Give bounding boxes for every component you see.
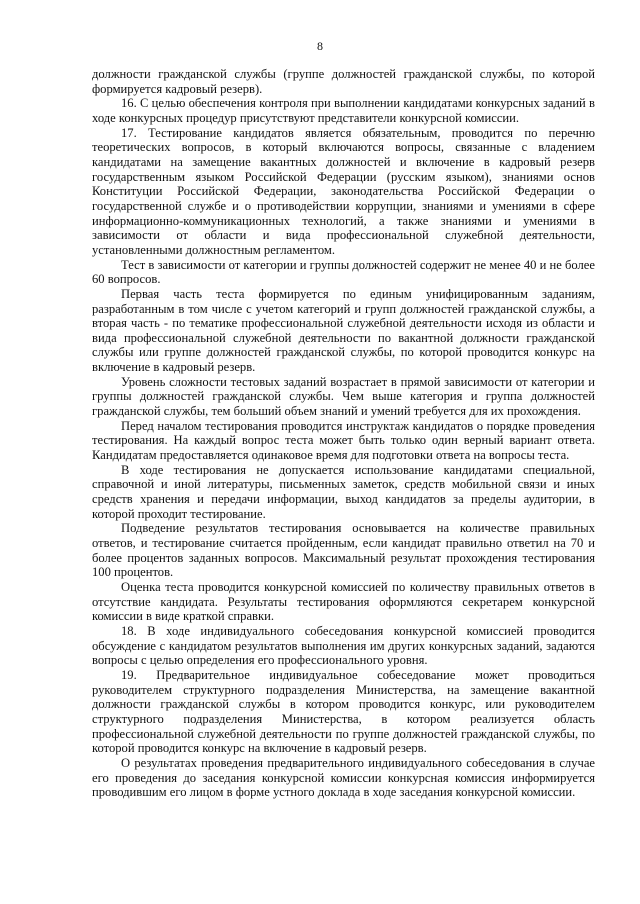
paragraph-test-parts: Первая часть теста формируется по единым унифицированным заданиям, разработанным в том числе с учетом категорий и групп должностей гражданской службы, а вторая часть - по тематике профессиональной служебной деятельности исходя из области и вида профессиональной служебной деятельности по вакантной должности гражданской службы или группе должностей гражданской службы, по которой проводится конкурс на включение в кадровый резерв. <box>92 286 595 375</box>
paragraph-17: 17. Тестирование кандидатов является обязательным, проводится по перечню теоретических вопросов, в который включаются вопросы, связанные с владением кандидатами на замещение вакантных должностей и включение в кадровый резерв государственным языком Российской Федерации (русским языком), знаниями основ Конституции Российской Федерации, законодательства Российской Федерации о государственной службе и о противодействии коррупции, знаниями и умениями в сфере информационно-коммуникационных технологий, а также знаниями и умениями в зависимости от области и вида профессиональной служебной деятельности, установленными должностным регламентом. <box>92 125 595 257</box>
paragraph-results: Подведение результатов тестирования основывается на количестве правильных ответов, и тестирование считается пройденным, если кандидат правильно ответил на 70 и более процентов заданных вопросов. Максимальный результат прохождения тестирования 100 процентов. <box>92 521 595 580</box>
paragraph-evaluation: Оценка теста проводится конкурсной комиссией по количеству правильных ответов в отсутствие кандидата. Результаты тестирования оформляются секретарем конкурсной комиссии в виде краткой справки. <box>92 579 595 624</box>
paragraph-16: 16. С целью обеспечения контроля при выполнении кандидатами конкурсных заданий в ходе конкурсных процедур присутствуют представители конкурсной комиссии. <box>92 96 595 125</box>
paragraph-test-size: Тест в зависимости от категории и группы должностей содержит не менее 40 и не более 60 вопросов. <box>92 257 595 287</box>
paragraph-18: 18. В ходе индивидуального собеседования конкурсной комиссией проводится обсуждение с кандидатом результатов выполнения им других конкурсных заданий, задаются вопросы с целью определения его профессионального уровня. <box>92 623 595 668</box>
page-number: 8 <box>317 39 323 53</box>
paragraph-test-difficulty: Уровень сложности тестовых заданий возрастает в прямой зависимости от категории и группы должностей гражданской службы. Чем выше категория и группа должностей гражданской службы, тем больший объем знаний и умений требуется для их прохождения. <box>92 374 595 419</box>
paragraph-preliminary-interview: О результатах проведения предварительного индивидуального собеседования в случае его проведения до заседания конкурсной комиссии конкурсная комиссия информируется проводившим его лицом в форме устного доклада в ходе заседания конкурсной комиссии. <box>92 755 595 800</box>
paragraph-instruction: Перед началом тестирования проводится инструктаж кандидатов о порядке проведения тестирования. На каждый вопрос теста может быть только один верный вариант ответа. Кандидатам предоставляется одинаковое время для подготовки ответа на вопросы теста. <box>92 418 595 463</box>
paragraph-restrictions: В ходе тестирования не допускается использование кандидатами специальной, справочной и иной литературы, письменных заметок, средств мобильной связи и иных средств хранения и передачи информации, выход кандидатов за пределы аудитории, в которой проходит тестирование. <box>92 462 595 521</box>
document-body <box>92 67 595 800</box>
paragraph-19: 19. Предварительное индивидуальное собеседование может проводиться руководителем структурного подразделения Министерства, на замещение вакантной должности гражданской службы в котором проводится конкурс, или руководителем структурного подразделения Министерства, в котором реализуется область профессиональной служебной деятельности по группе должностей гражданской службы, по которой проводится конкурс на включение в кадровый резерв. <box>92 667 595 756</box>
paragraph-continuation: должности гражданской службы (группе должностей гражданской службы, по которой формируется кадровый резерв). <box>92 67 595 96</box>
